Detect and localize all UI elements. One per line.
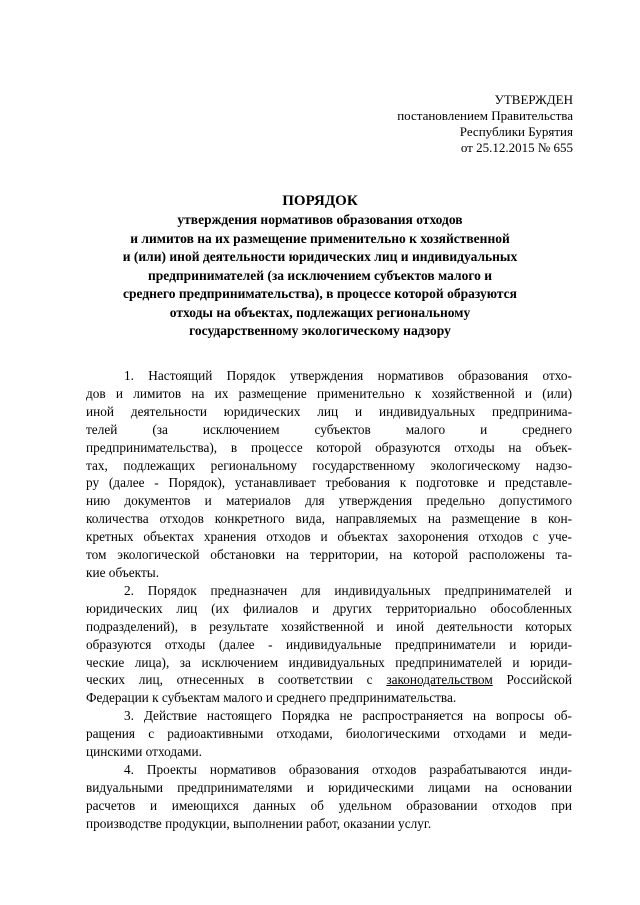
text-line: видуальными предпринимателями и юридическими лицами на основании xyxy=(86,779,572,795)
subtitle-line: отходы на объектах, подлежащих региональному xyxy=(169,304,471,320)
text-line: расчетов и имеющихся данных об удельном образовании отходов при xyxy=(86,797,572,813)
text-line: 1. Настоящий Порядок утверждения нормативов образования отхо- xyxy=(124,368,572,383)
text-line: ческие лица), за исключением индивидуальных предпринимателей и юриди- xyxy=(86,654,572,670)
text-line: юридических лиц (их филиалов и других территориально обособленных xyxy=(86,600,572,616)
paragraph-4 xyxy=(86,761,572,833)
text-segment: ческих лиц, отнесенных в соответствии с xyxy=(86,672,373,688)
text-line: количества отходов конкретного вида, направляемых на размещение в кон- xyxy=(86,511,572,527)
subtitle-line: и (или) иной деятельности юридических лиц и индивидуальных xyxy=(122,249,518,264)
approval-date-number: от 25.12.2015 № 655 xyxy=(460,140,573,155)
approval-block xyxy=(397,92,573,156)
text-line: производстве продукции, выполнении работ, оказании услуг. xyxy=(86,815,432,831)
text-line: кретных объектах хранения отходов и объектах захоронения отходов с уче- xyxy=(86,529,572,545)
legislation-link[interactable]: законодательством xyxy=(386,672,493,688)
document-body xyxy=(86,367,572,833)
text-line: том экологической обстановки на территории, на которой расположены та- xyxy=(86,547,572,563)
text-line: иной деятельности юридических лиц и индивидуальных предпринима- xyxy=(86,403,572,419)
subtitle-line: предпринимателей (за исключением субъектов малого и xyxy=(147,267,493,283)
approval-decree: постановлением Правительства xyxy=(397,108,573,123)
approval-republic: Республики Бурятия xyxy=(459,124,573,139)
text-line: 3. Действие настоящего Порядка не распространяется на вопросы об- xyxy=(124,708,572,724)
text-line: тах, подлежащих региональному государственному экологическому надзо- xyxy=(86,457,572,473)
text-line: телей (за исключением субъектов малого и среднего xyxy=(86,421,572,437)
subtitle-line: утверждения нормативов образования отходов xyxy=(177,212,463,227)
text-line: кие объекты. xyxy=(86,564,160,580)
text-line-with-link xyxy=(86,671,572,689)
subtitle-line: и лимитов на их размещение применительно к хозяйственной xyxy=(130,230,510,246)
text-line: ру (далее - Порядок), устанавливает требования к подготовке и представле- xyxy=(86,475,572,491)
text-segment: Российской xyxy=(506,672,572,688)
text-line: дов и лимитов на их размещение применительно к хозяйственной и (или) xyxy=(86,385,572,401)
document-subtitle xyxy=(95,211,545,341)
paragraph-1 xyxy=(86,367,572,582)
document-title: ПОРЯДОК xyxy=(282,193,358,209)
text-line: цинскими отходами. xyxy=(86,744,202,760)
text-line: нию документов и материалов для утверждения предельно допустимого xyxy=(86,493,572,509)
paragraph-3 xyxy=(86,707,572,761)
text-line: Федерации к субъектам малого и среднего предпринимательства. xyxy=(86,690,457,706)
paragraph-2 xyxy=(86,582,572,707)
subtitle-line: среднего предпринимательства), в процессе которой образуются xyxy=(123,286,517,301)
text-line: 2. Порядок предназначен для индивидуальных предпринимателей и xyxy=(124,582,572,598)
text-line: предпринимательства), в процессе которой образуются отходы на объек- xyxy=(86,439,572,455)
subtitle-line: государственному экологическому надзору xyxy=(189,323,451,338)
text-line: ращения с радиоактивными отходами, биологическими отходами и меди- xyxy=(86,726,572,742)
text-line: образуются отходы (далее - индивидуальные предприниматели и юриди- xyxy=(86,636,572,652)
approval-heading: УТВЕРЖДЕН xyxy=(494,92,573,107)
text-line: 4. Проекты нормативов образования отходов разрабатываются инди- xyxy=(124,761,572,777)
text-line: подразделений), в результате хозяйственной и иной деятельности которых xyxy=(86,618,572,634)
